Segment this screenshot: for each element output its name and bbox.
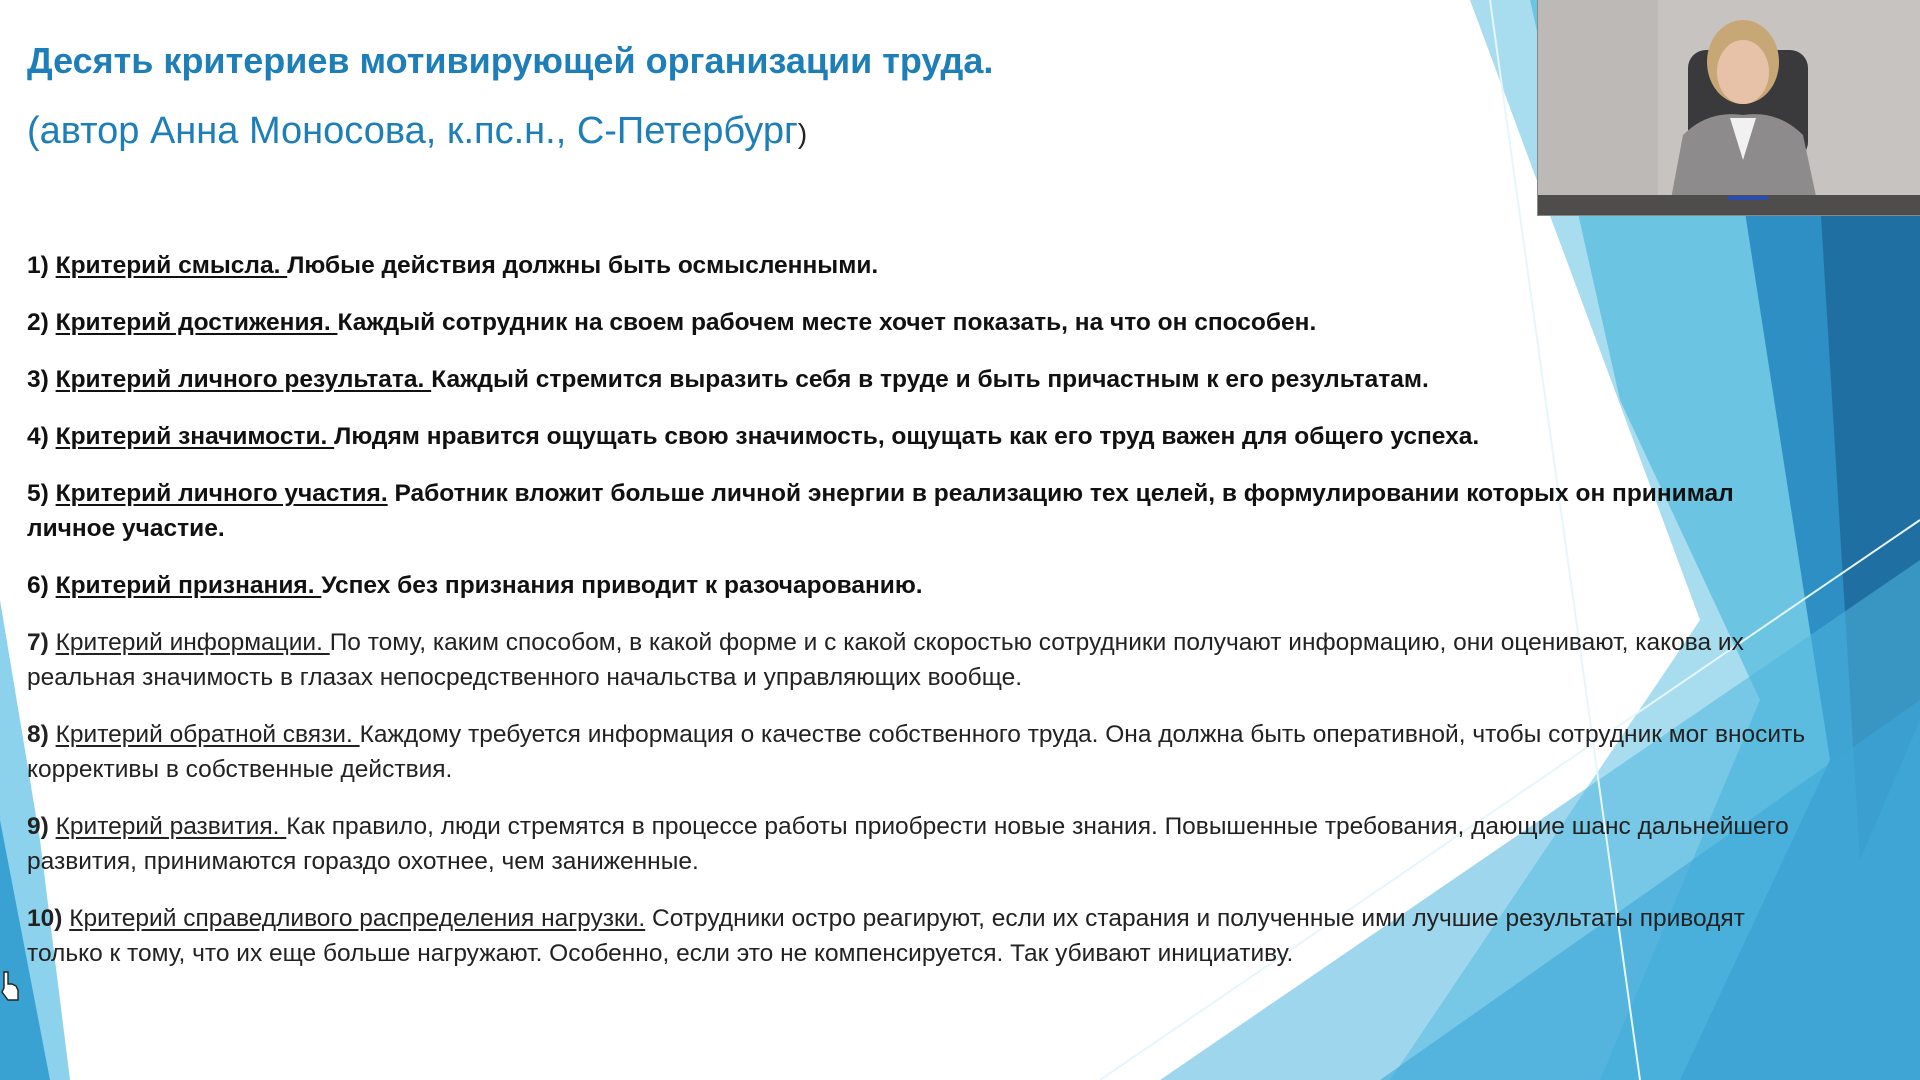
criterion-name: Критерий информации.	[55, 629, 330, 656]
criterion-number: 5)	[27, 480, 49, 507]
criterion-name: Критерий смысла.	[55, 252, 288, 279]
criterion-8	[27, 717, 1827, 787]
presenter-face	[1717, 40, 1769, 104]
criterion-text: По тому, каким способом, в какой форме и с какой скоростью сотрудники получают информацию, они оценивают, какова их реальная значимость в глазах непосредственного начальства и управляющих вообще.	[27, 629, 1744, 691]
criterion-number: 3)	[27, 366, 49, 393]
criterion-number: 6)	[27, 572, 49, 599]
criterion-text: Каждый сотрудник на своем рабочем месте хочет показать, на что он способен.	[337, 309, 1317, 336]
presenter-webcam-image	[1538, 0, 1920, 215]
criterion-text: Работник вложит больше личной энергии в реализацию тех целей, в формулировании которых он принимал личное участие.	[27, 480, 1734, 542]
slide-subtitle	[27, 110, 807, 153]
criterion-3	[27, 362, 1827, 397]
criterion-text: Как правило, люди стремятся в процессе работы приобрести новые знания. Повышенные требования, дающие шанс дальнейшего развития, принимаются гораздо охотнее, чем заниженные.	[27, 813, 1789, 875]
criterion-9	[27, 809, 1827, 879]
criterion-number: 4)	[27, 423, 49, 450]
pen	[1728, 196, 1768, 200]
wall-panel	[1538, 0, 1658, 215]
criterion-7	[27, 625, 1827, 695]
subtitle-close-paren: )	[797, 118, 808, 149]
criterion-name: Критерий значимости.	[55, 423, 335, 450]
criterion-text: Каждый стремится выразить себя в труде и быть причастным к его результатам.	[431, 366, 1429, 393]
criterion-name: Критерий личного участия.	[55, 480, 388, 507]
presenter-video-overlay[interactable]	[1537, 0, 1920, 216]
criterion-number: 2)	[27, 309, 49, 336]
criteria-list	[27, 248, 1827, 993]
criterion-number: 8)	[27, 721, 49, 748]
criterion-name: Критерий личного результата.	[55, 366, 432, 393]
criterion-1	[27, 248, 1827, 283]
subtitle-text: (автор Анна Моносова, к.пс.н., С-Петербург	[27, 110, 798, 152]
criterion-number: 1)	[27, 252, 49, 279]
criterion-text: Каждому требуется информация о качестве собственного труда. Она должна быть оперативной, чтобы сотрудник мог вносить коррективы в собственные действия.	[27, 721, 1806, 783]
criterion-text: Успех без признания приводит к разочарованию.	[321, 572, 923, 599]
criterion-10	[27, 901, 1827, 971]
criterion-name: Критерий развития.	[55, 813, 287, 840]
hand-pointer-icon	[0, 970, 22, 1006]
criterion-text: Людям нравится ощущать свою значимость, ощущать как его труд важен для общего успеха.	[334, 423, 1480, 450]
criterion-number: 7)	[27, 629, 49, 656]
hand-pointer-shape	[2, 972, 18, 1000]
slide-title: Десять критериев мотивирующей организации труда.	[27, 40, 994, 81]
criterion-name: Критерий достижения.	[55, 309, 338, 336]
criterion-text: Любые действия должны быть осмысленными.	[287, 252, 879, 279]
criterion-text: Сотрудники остро реагируют, если их старания и полученные ими лучшие результаты приводят только к тому, что их еще больше нагружают. Особенно, если это не компенсируется. Так убивают инициативу.	[27, 905, 1745, 967]
criterion-number: 10)	[27, 905, 63, 932]
criterion-name: Критерий признания.	[55, 572, 322, 599]
criterion-number: 9)	[27, 813, 49, 840]
criterion-6	[27, 568, 1827, 603]
criterion-2	[27, 305, 1827, 340]
criterion-name: Критерий обратной связи.	[55, 721, 360, 748]
criterion-4	[27, 419, 1827, 454]
criterion-name: Критерий справедливого распределения нагрузки.	[69, 905, 646, 932]
criterion-5	[27, 476, 1827, 546]
